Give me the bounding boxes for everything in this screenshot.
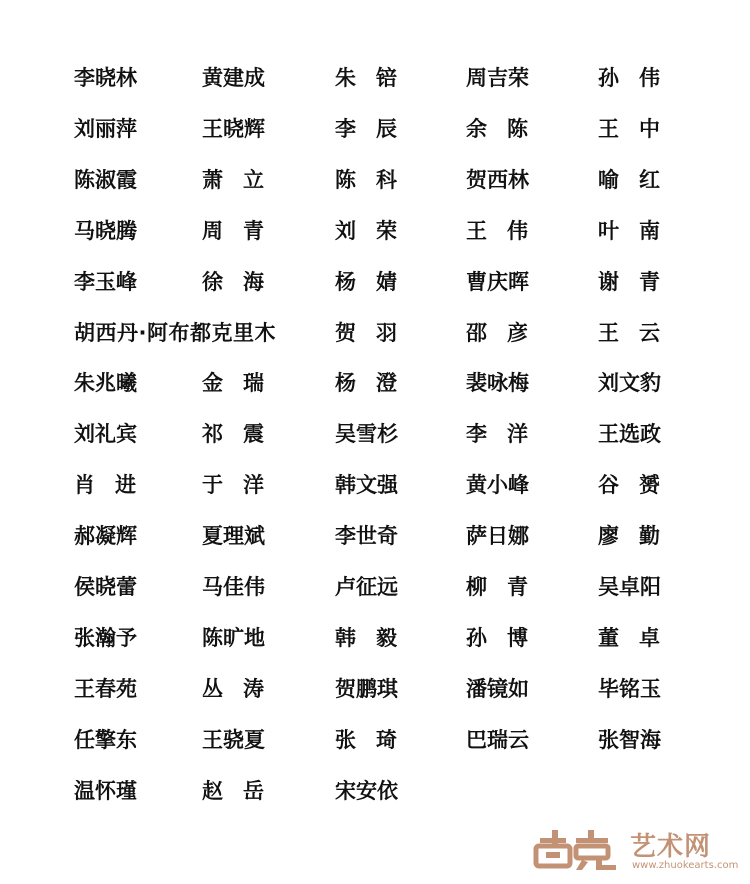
name-cell: 朱兆曦 [74, 371, 137, 396]
name-cell: 黄建成 [202, 66, 265, 90]
name-cell: 朱锫 [335, 66, 397, 90]
name-cell: 贺羽 [335, 320, 397, 345]
name-cell: 曹庆晖 [466, 269, 529, 294]
name-cell: 马晓腾 [74, 218, 137, 243]
name-cell: 张瀚予 [74, 625, 137, 650]
name-cell: 喻红 [598, 167, 660, 192]
name-cell: 王中 [598, 116, 660, 141]
name-cell: 赵岳 [202, 778, 264, 803]
name-cell: 马佳伟 [202, 575, 265, 599]
name-cell: 夏理斌 [202, 524, 265, 549]
name-cell: 侯晓蕾 [74, 575, 137, 599]
name-cell: 吴卓阳 [598, 575, 661, 599]
name-cell: 李辰 [335, 116, 397, 141]
name-cell: 叶南 [598, 218, 660, 243]
name-cell: 于洋 [202, 473, 264, 498]
name-cell: 萨日娜 [466, 524, 529, 549]
name-cell: 黄小峰 [466, 473, 529, 498]
name-cell: 余陈 [466, 116, 528, 141]
name-cell: 韩文强 [335, 473, 398, 498]
zhuoke-logo-icon [530, 828, 630, 872]
name-cell: 贺西林 [466, 167, 529, 192]
name-cell: 张智海 [598, 727, 661, 752]
name-cell: 金瑞 [202, 371, 264, 396]
name-cell: 陈淑霞 [74, 167, 137, 192]
name-cell: 郝凝辉 [74, 524, 137, 549]
name-cell: 王晓辉 [202, 116, 265, 141]
name-row [0, 669, 750, 709]
name-cell: 王云 [598, 320, 660, 345]
name-cell: 温怀瑾 [74, 778, 137, 803]
name-cell: 李晓林 [74, 66, 137, 90]
name-cell: 李洋 [466, 422, 528, 447]
name-cell: 祁震 [202, 422, 264, 447]
name-cell: 萧立 [202, 167, 264, 192]
name-cell: 贺鹏琪 [335, 676, 398, 701]
name-cell: 周青 [202, 218, 264, 243]
name-cell: 徐海 [202, 269, 264, 294]
name-row [0, 262, 750, 302]
name-row [0, 313, 750, 353]
watermark [530, 824, 740, 876]
name-cell: 任擎东 [74, 727, 137, 752]
name-cell: 王选政 [598, 422, 661, 447]
name-cell: 丛涛 [202, 676, 264, 701]
name-cell: 李世奇 [335, 524, 398, 549]
name-cell: 王骁夏 [202, 727, 265, 752]
name-cell: 吴雪杉 [335, 422, 398, 447]
name-row [0, 211, 750, 251]
name-cell: 肖进 [74, 473, 136, 498]
name-cell: 王春苑 [74, 676, 137, 701]
name-cell: 杨澄 [335, 371, 397, 396]
name-cell: 周吉荣 [466, 66, 529, 90]
name-cell: 刘丽萍 [74, 116, 137, 141]
name-row [0, 58, 750, 98]
name-row [0, 414, 750, 454]
name-row [0, 771, 750, 811]
name-cell: 潘镜如 [466, 676, 529, 701]
name-cell: 杨婧 [335, 269, 397, 294]
name-cell: 董卓 [598, 625, 660, 650]
name-row [0, 363, 750, 403]
name-cell: 孙伟 [598, 66, 660, 90]
name-cell: 胡西丹·阿布都克里木 [74, 320, 276, 345]
name-cell: 邵彦 [466, 320, 528, 345]
name-cell: 张琦 [335, 727, 397, 752]
name-row [0, 109, 750, 149]
name-row [0, 516, 750, 556]
name-cell: 宋安依 [335, 778, 398, 803]
name-row [0, 465, 750, 505]
name-row [0, 618, 750, 658]
name-cell: 廖勤 [598, 524, 660, 549]
name-cell: 巴瑞云 [466, 727, 529, 752]
name-row [0, 160, 750, 200]
name-cell: 李玉峰 [74, 269, 137, 294]
name-cell: 孙博 [466, 625, 528, 650]
name-cell: 毕铭玉 [598, 676, 661, 701]
name-cell: 谢青 [598, 269, 660, 294]
watermark-url: www.zhuokearts.com [632, 860, 739, 871]
name-cell: 王伟 [466, 218, 528, 243]
name-cell: 刘礼宾 [74, 422, 137, 447]
name-cell: 陈科 [335, 167, 397, 192]
name-cell: 谷赟 [598, 473, 660, 498]
name-cell: 卢征远 [335, 575, 398, 599]
name-cell: 裴咏梅 [466, 371, 529, 396]
name-cell: 韩毅 [335, 625, 397, 650]
name-cell: 刘文豹 [598, 371, 661, 396]
watermark-brand: 艺术网 [630, 832, 712, 862]
name-cell: 陈旷地 [202, 625, 265, 650]
name-row [0, 567, 750, 607]
name-row [0, 720, 750, 760]
name-cell: 柳青 [466, 575, 528, 599]
name-cell: 刘荣 [335, 218, 397, 243]
